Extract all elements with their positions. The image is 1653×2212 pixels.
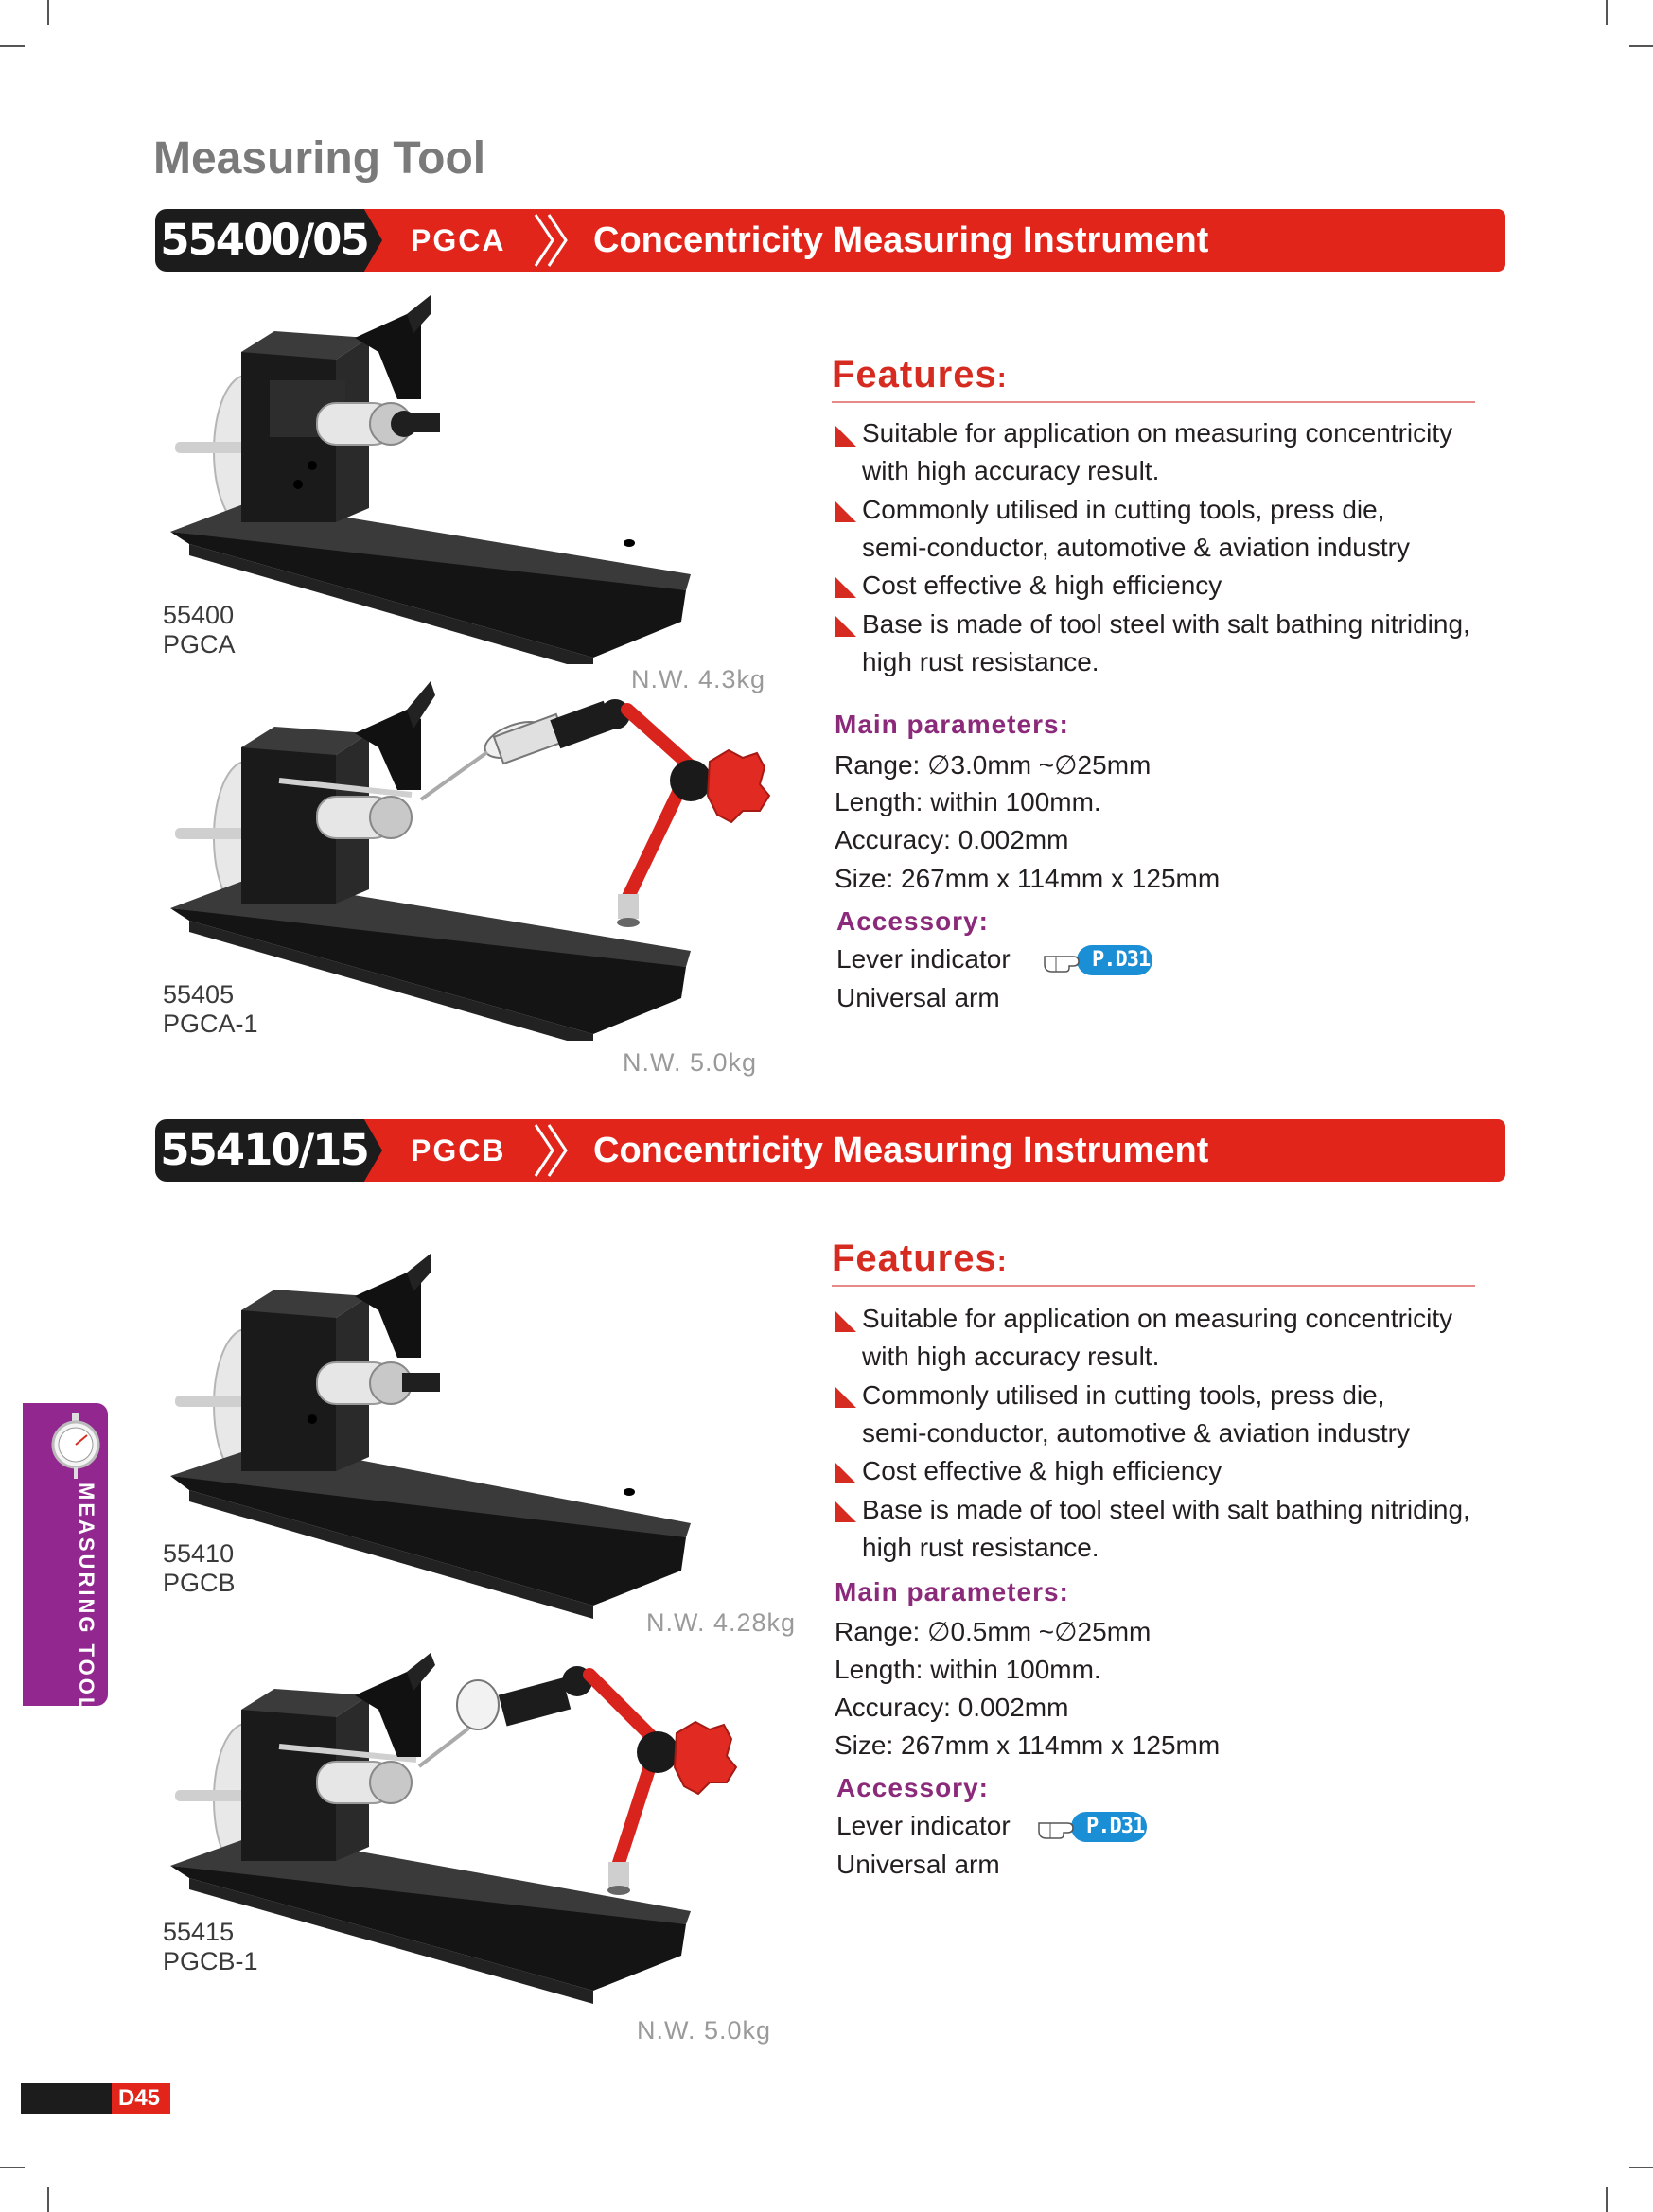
accessory-item: Lever indicator: [836, 1811, 1011, 1840]
side-tab-label: MEASURING TOOL: [75, 1483, 98, 1713]
product-image-55405: [166, 672, 790, 1041]
main-parameters-heading: Main parameters:: [835, 1577, 1069, 1606]
features-divider: [832, 401, 1475, 403]
section-banner: [155, 209, 1505, 272]
product-model: PGCB-1: [163, 1947, 258, 1975]
feature-line: high rust resistance.: [862, 647, 1099, 676]
feature-line: Commonly utilised in cutting tools, press die,: [862, 495, 1385, 524]
triangle-bullet-icon: [834, 500, 858, 524]
triangle-bullet-icon: [834, 1500, 858, 1524]
product-code: 55415: [163, 1918, 235, 1946]
features-heading: Features:: [832, 354, 1008, 395]
section-code: 55410/15: [160, 1125, 368, 1175]
parameter-line: Accuracy: 0.002mm: [835, 825, 1069, 854]
net-weight: N.W. 5.0kg: [623, 1048, 758, 1077]
crop-mark: [1629, 45, 1653, 47]
triangle-bullet-icon: [834, 1385, 858, 1410]
section-code: 55400/05: [160, 215, 368, 265]
accessory-item: Lever indicator: [836, 944, 1011, 974]
triangle-bullet-icon: [834, 1461, 858, 1485]
product-code: 55400: [163, 601, 235, 629]
page-title: Measuring Tool: [153, 133, 486, 184]
page-number: D45: [117, 2085, 161, 2111]
product-label-55410: [163, 1539, 236, 1598]
main-parameters-heading: Main parameters:: [835, 710, 1069, 739]
feature-line: with high accuracy result.: [862, 1342, 1160, 1371]
chevron-right-icon: [532, 213, 575, 268]
triangle-bullet-icon: [834, 424, 858, 448]
parameter-line: Length: within 100mm.: [835, 787, 1101, 816]
crop-mark: [47, 2187, 49, 2212]
page-reference-badge[interactable]: P.D31: [1043, 944, 1154, 976]
page-reference-badge[interactable]: P.D31: [1037, 1811, 1149, 1843]
features-heading: Features:: [832, 1238, 1008, 1279]
feature-line: Commonly utilised in cutting tools, press die,: [862, 1380, 1385, 1410]
product-label-55405: [163, 980, 258, 1039]
product-label-55400: [163, 601, 236, 659]
feature-line: Cost effective & high efficiency: [862, 571, 1222, 600]
features-divider: [832, 1285, 1475, 1287]
crop-mark: [1629, 2167, 1653, 2168]
crop-mark: [1606, 0, 1608, 25]
accessory-heading: Accessory:: [836, 1773, 989, 1802]
crop-mark: [47, 0, 49, 25]
parameter-line: Size: 267mm x 114mm x 125mm: [835, 864, 1221, 893]
feature-line: Cost effective & high efficiency: [862, 1456, 1222, 1485]
side-tab-measuring-tool[interactable]: [23, 1403, 108, 1713]
crop-mark: [0, 2167, 25, 2168]
dial-indicator-icon: [49, 1413, 102, 1479]
product-code: 55410: [163, 1539, 235, 1568]
product-model: PGCA-1: [163, 1009, 258, 1038]
feature-line: semi-conductor, automotive & aviation industry: [862, 533, 1410, 562]
product-image-55400: [166, 295, 695, 664]
product-image-55410: [166, 1254, 695, 1623]
section-model: PGCA: [411, 223, 506, 257]
net-weight: N.W. 4.3kg: [631, 665, 766, 693]
triangle-bullet-icon: [834, 614, 858, 639]
feature-line: high rust resistance.: [862, 1533, 1099, 1562]
section-title: Concentricity Measuring Instrument: [593, 220, 1209, 260]
section-banner: [155, 1119, 1505, 1182]
net-weight: N.W. 4.28kg: [646, 1608, 797, 1637]
chevron-right-icon: [532, 1123, 575, 1178]
product-code: 55405: [163, 980, 235, 1009]
feature-line: Base is made of tool steel with salt bathing nitriding,: [862, 609, 1470, 639]
section-title: Concentricity Measuring Instrument: [593, 1131, 1209, 1170]
parameter-line: Range: ∅3.0mm ~∅25mm: [835, 750, 1152, 780]
feature-line: semi-conductor, automotive & aviation industry: [862, 1418, 1410, 1448]
feature-line: Suitable for application on measuring concentricity: [862, 1304, 1453, 1333]
triangle-bullet-icon: [834, 1309, 858, 1334]
accessory-heading: Accessory:: [836, 906, 989, 936]
product-label-55415: [163, 1918, 258, 1976]
parameter-line: Size: 267mm x 114mm x 125mm: [835, 1730, 1221, 1760]
triangle-bullet-icon: [834, 575, 858, 600]
crop-mark: [0, 45, 25, 47]
product-model: PGCB: [163, 1569, 236, 1597]
page-number-bar: [21, 2083, 170, 2114]
parameter-line: Accuracy: 0.002mm: [835, 1693, 1069, 1722]
parameter-line: Range: ∅0.5mm ~∅25mm: [835, 1617, 1152, 1646]
feature-line: Base is made of tool steel with salt bathing nitriding,: [862, 1495, 1470, 1524]
feature-line: with high accuracy result.: [862, 456, 1160, 485]
accessory-item: Universal arm: [836, 983, 1000, 1012]
product-model: PGCA: [163, 630, 236, 658]
accessory-item: Universal arm: [836, 1850, 1000, 1879]
feature-line: Suitable for application on measuring concentricity: [862, 418, 1453, 448]
parameter-line: Length: within 100mm.: [835, 1655, 1101, 1684]
net-weight: N.W. 5.0kg: [637, 2016, 772, 2045]
section-model: PGCB: [411, 1133, 506, 1167]
crop-mark: [1606, 2187, 1608, 2212]
